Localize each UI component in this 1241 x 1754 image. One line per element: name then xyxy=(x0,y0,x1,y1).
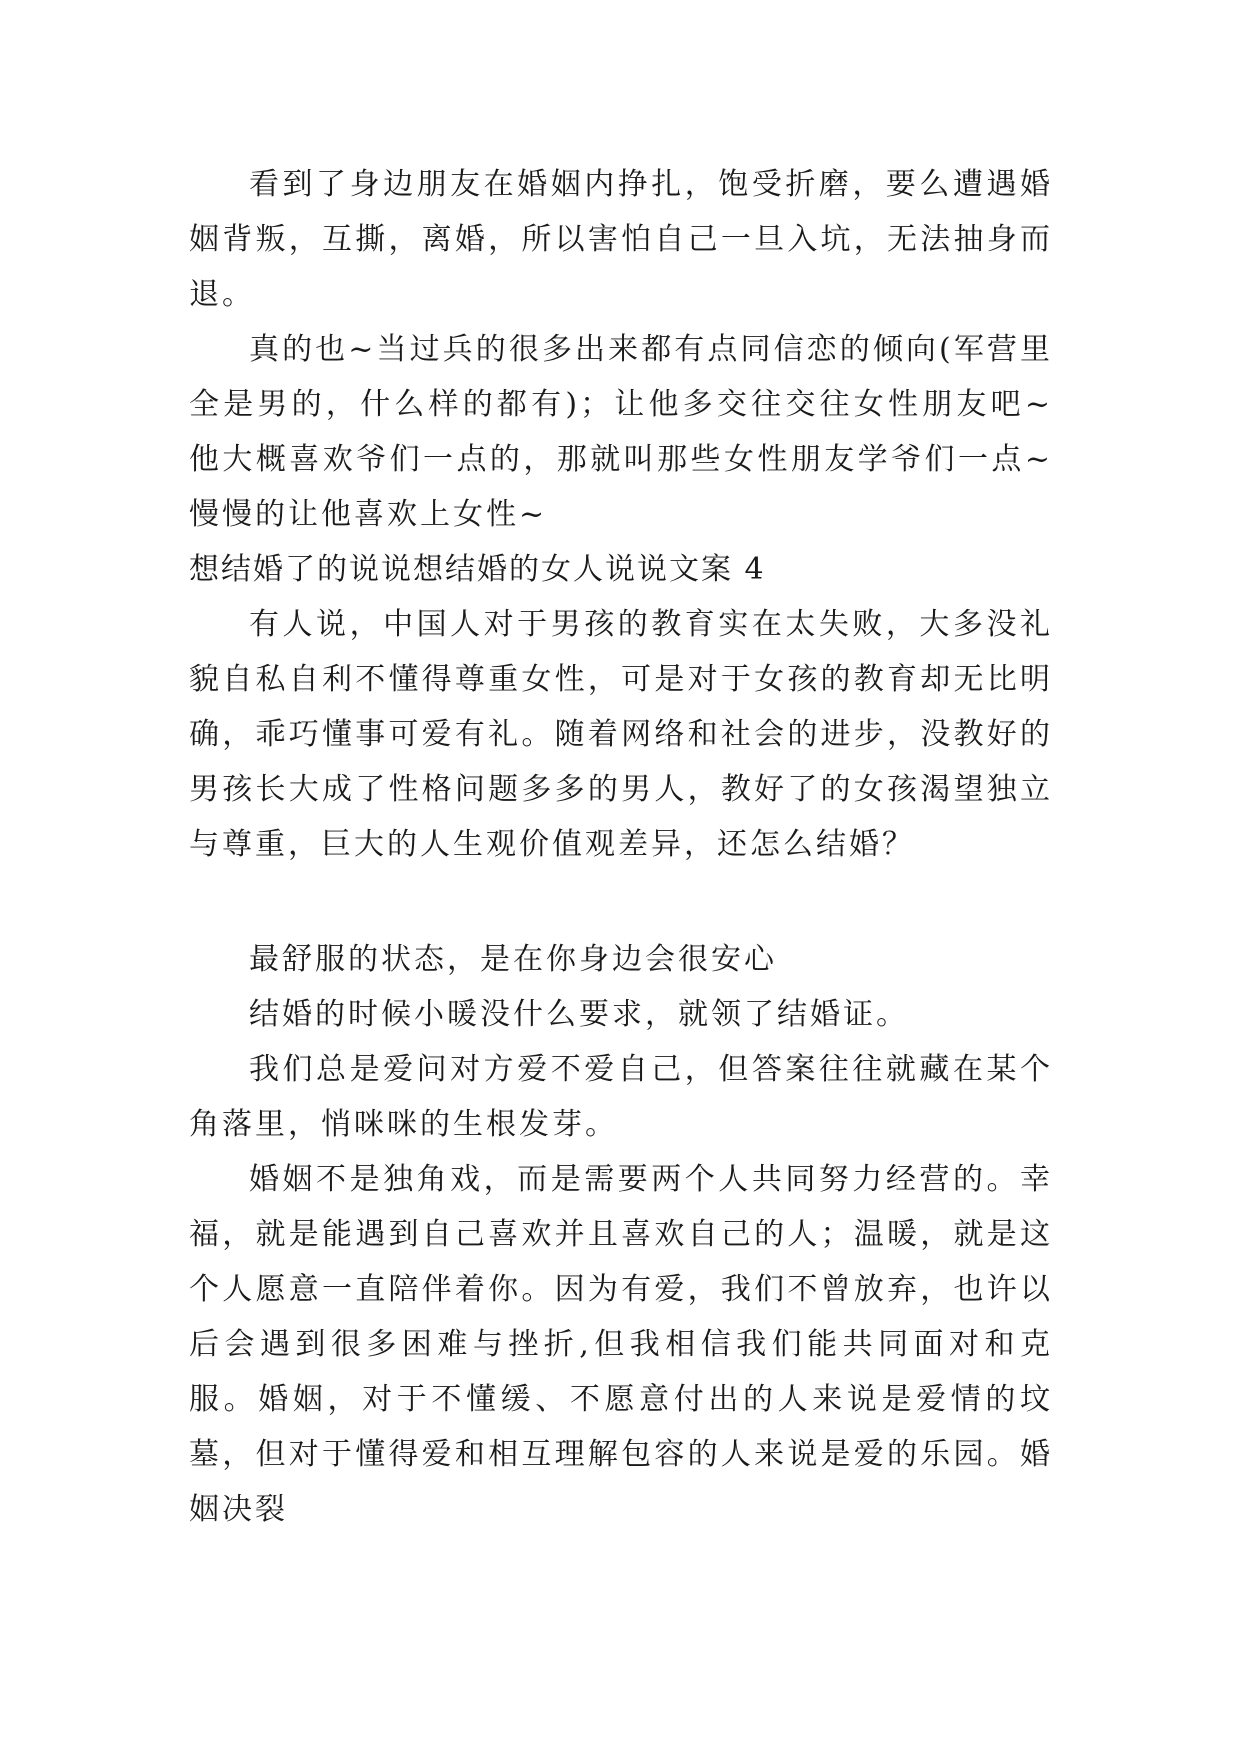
paragraph: 看到了身边朋友在婚姻内挣扎，饱受折磨，要么遭遇婚姻背叛，互撕，离婚，所以害怕自己一旦入坑，无法抽身而退。 xyxy=(189,167,1053,312)
document-page xyxy=(189,157,1053,1537)
paragraph: 我们总是爱问对方爱不爱自己，但答案往往就藏在某个角落里，悄咪咪的生根发芽。 xyxy=(189,1052,1053,1142)
paragraph: 最舒服的状态，是在你身边会很安心 xyxy=(249,942,777,977)
blank-gap xyxy=(189,872,1053,932)
paragraph: 结婚的时候小暖没什么要求，就领了结婚证。 xyxy=(249,997,909,1032)
paragraph: 婚姻不是独角戏，而是需要两个人共同努力经营的。幸福，就是能遇到自己喜欢并且喜欢自己的人；温暖，就是这个人愿意一直陪伴着你。因为有爱，我们不曾放弃，也许以后会遇到很多困难与挫折,但我相信我们能共同面对和克服。婚姻，对于不懂缓、不愿意付出的人来说是爱情的坟墓，但对于懂得爱和相互理解包容的人来说是爱的乐园。婚姻决裂 xyxy=(189,1162,1053,1527)
paragraph: 有人说，中国人对于男孩的教育实在太失败，大多没礼貌自私自利不懂得尊重女性，可是对于女孩的教育却无比明确，乖巧懂事可爱有礼。随着网络和社会的进步，没教好的男孩长大成了性格问题多多的男人，教好了的女孩渴望独立与尊重，巨大的人生观价值观差异，还怎么结婚？ xyxy=(189,607,1053,862)
section-heading: 想结婚了的说说想结婚的女人说说文案 4 xyxy=(189,552,766,587)
paragraph: 真的也~当过兵的很多出来都有点同信恋的倾向(军营里全是男的，什么样的都有)；让他多交往交往女性朋友吧~他大概喜欢爷们一点的，那就叫那些女性朋友学爷们一点~慢慢的让他喜欢上女性~ xyxy=(189,332,1053,532)
